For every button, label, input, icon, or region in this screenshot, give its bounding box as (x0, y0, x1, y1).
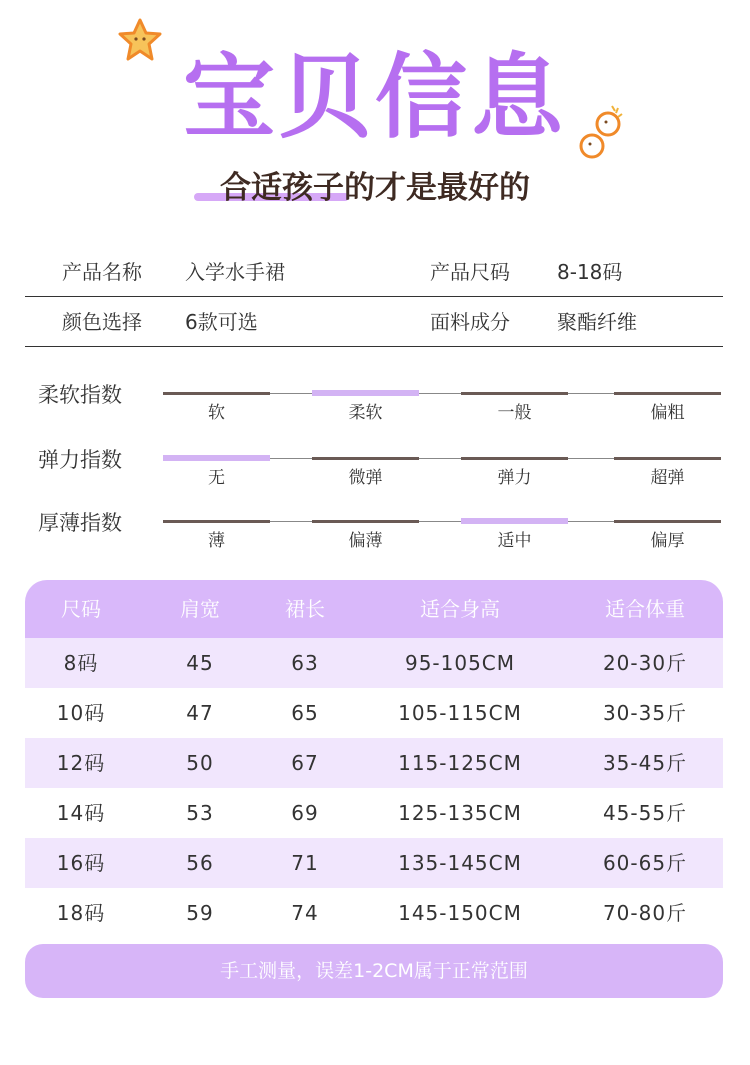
table-cell: 12码 (56, 751, 106, 775)
table-row (25, 738, 723, 788)
index-option-label: 软 (208, 403, 225, 423)
info-label: 面料成分 (430, 310, 510, 334)
table-cell: 59 (186, 901, 214, 925)
info-label: 颜色选择 (62, 310, 142, 334)
info-label: 产品尺码 (430, 260, 510, 284)
index-segment (461, 392, 568, 395)
index-segment-selected (163, 455, 270, 461)
measurement-note: 手工测量，误差1-2CM属于正常范围 (25, 944, 723, 998)
table-row (25, 638, 723, 688)
index-segment (614, 457, 721, 460)
table-cell: 135-145CM (398, 851, 522, 875)
table-cell: 8码 (63, 651, 99, 675)
info-row (25, 298, 723, 347)
table-cell: 35-45斤 (602, 751, 688, 775)
table-cell: 95-105CM (404, 651, 516, 675)
table-cell: 20-30斤 (602, 651, 688, 675)
page-title: 宝贝信息 (182, 44, 567, 151)
index-segment-selected (312, 390, 419, 396)
table-row (25, 688, 723, 738)
table-cell: 50 (186, 751, 214, 775)
table-cell: 53 (186, 801, 214, 825)
table-cell: 67 (291, 751, 319, 775)
index-option-label: 偏粗 (650, 403, 685, 423)
index-track (163, 393, 721, 394)
index-option-label: 微弹 (348, 468, 383, 488)
index-label: 弹力指数 (38, 448, 122, 472)
table-cell: 10码 (56, 701, 106, 725)
info-value: 6款可选 (185, 310, 258, 334)
table-cell: 47 (186, 701, 214, 725)
index-option-label: 弹力 (497, 468, 532, 488)
table-cell: 56 (186, 851, 214, 875)
table-cell: 18码 (56, 901, 106, 925)
index-segment (614, 520, 721, 523)
table-cell: 115-125CM (398, 751, 522, 775)
index-option-label: 薄 (208, 531, 225, 551)
info-value: 聚酯纤维 (557, 310, 637, 334)
index-label: 柔软指数 (38, 383, 122, 407)
size-table (25, 580, 723, 938)
header-cell: 裙长 (285, 597, 325, 621)
table-cell: 65 (291, 701, 319, 725)
index-segment (163, 392, 270, 395)
index-option-label: 偏厚 (650, 531, 685, 551)
table-row (25, 838, 723, 888)
index-segment (312, 520, 419, 523)
index-option-label: 无 (208, 468, 225, 488)
index-segment (461, 457, 568, 460)
info-value: 入学水手裙 (185, 260, 285, 284)
table-row (25, 788, 723, 838)
index-option-label: 超弹 (650, 468, 685, 488)
table-cell: 69 (291, 801, 319, 825)
table-cell: 16码 (56, 851, 106, 875)
table-cell: 70-80斤 (602, 901, 688, 925)
index-option-label: 偏薄 (348, 531, 383, 551)
index-segment (312, 457, 419, 460)
header-cell: 肩宽 (180, 597, 220, 621)
table-cell: 14码 (56, 801, 106, 825)
index-track (163, 521, 721, 522)
table-cell: 45-55斤 (602, 801, 688, 825)
table-cell: 60-65斤 (602, 851, 688, 875)
table-cell: 145-150CM (398, 901, 522, 925)
info-label: 产品名称 (62, 260, 142, 284)
header-cell: 尺码 (61, 597, 101, 621)
index-track (163, 458, 721, 459)
table-cell: 30-35斤 (602, 701, 688, 725)
table-header (25, 580, 723, 638)
header-cell: 适合体重 (605, 597, 685, 621)
info-value: 8-18码 (557, 260, 623, 284)
table-cell: 71 (291, 851, 319, 875)
table-row (25, 888, 723, 938)
index-segment (163, 520, 270, 523)
index-segment (614, 392, 721, 395)
info-row (25, 248, 723, 297)
index-option-label: 一般 (497, 403, 532, 423)
index-option-label: 适中 (497, 531, 532, 551)
table-cell: 125-135CM (398, 801, 522, 825)
index-segment-selected (461, 518, 568, 524)
page-subtitle: 合适孩子的才是最好的 (220, 170, 530, 206)
table-cell: 45 (186, 651, 214, 675)
table-cell: 63 (291, 651, 319, 675)
header-cell: 适合身高 (420, 597, 500, 621)
table-cell: 74 (291, 901, 319, 925)
index-label: 厚薄指数 (38, 511, 122, 535)
index-option-label: 柔软 (348, 403, 383, 423)
table-cell: 105-115CM (398, 701, 522, 725)
